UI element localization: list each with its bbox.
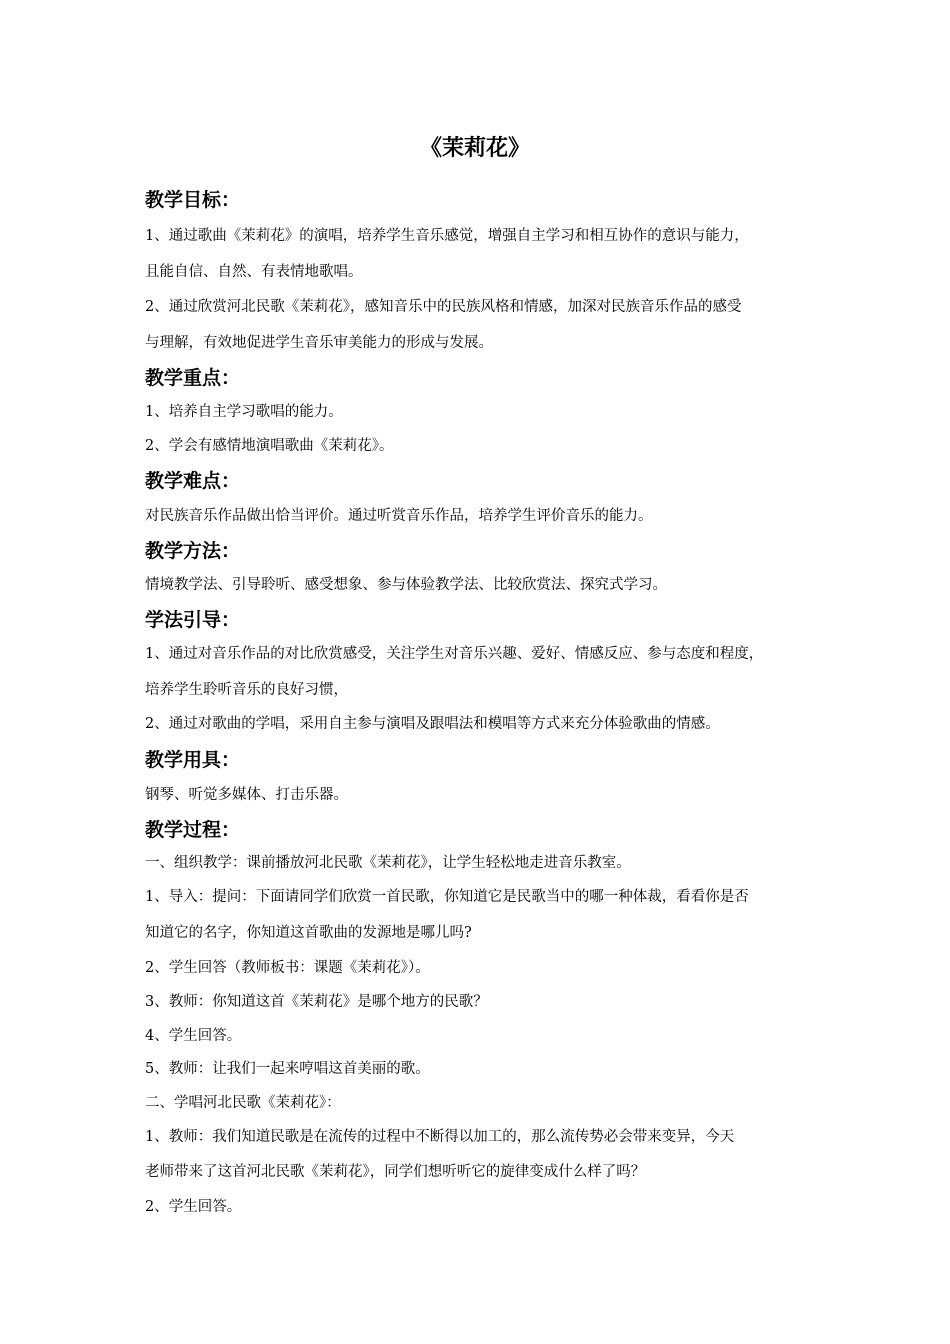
- section-heading-study-guidance: 学法引导：: [145, 609, 241, 631]
- section-heading-process: 教学过程：: [145, 819, 241, 841]
- paragraph-line: 与理解，有效地促进学生音乐审美能力的形成与发展。: [145, 335, 493, 351]
- paragraph-line: 4、学生回答。: [145, 1028, 242, 1044]
- paragraph-line: 1、导入：提问：下面请同学们欣赏一首民歌，你知道它是民歌当中的哪一种体裁，看看你是否: [145, 889, 749, 905]
- section-heading-tools: 教学用具：: [145, 749, 241, 771]
- paragraph-line: 1、教师：我们知道民歌是在流传的过程中不断得以加工的，那么流传势必会带来变异，今天: [145, 1129, 735, 1145]
- paragraph-line: 1、通过对音乐作品的对比欣赏感受，关注学生对音乐兴趣、爱好、情感反应、参与态度和程度，: [145, 646, 764, 662]
- paragraph-line: 2、通过对歌曲的学唱，采用自主参与演唱及跟唱法和模唱等方式来充分体验歌曲的情感。: [145, 716, 720, 732]
- paragraph-line: 3、教师：你知道这首《茉莉花》是哪个地方的民歌？: [145, 994, 488, 1010]
- section-heading-key-points: 教学重点：: [145, 367, 241, 389]
- paragraph-line: 钢琴、听觉多媒体、打击乐器。: [145, 787, 348, 803]
- paragraph-line: 二、学唱河北民歌《茉莉花》：: [145, 1095, 341, 1111]
- paragraph-line: 情境教学法、引导聆听、感受想象、参与体验教学法、比较欣赏法、探究式学习。: [145, 577, 667, 593]
- paragraph-line: 2、通过欣赏河北民歌《茉莉花》，感知音乐中的民族风格和情感，加深对民族音乐作品的感受: [145, 299, 742, 315]
- paragraph-line: 培养学生聆听音乐的良好习惯，: [145, 682, 348, 698]
- section-heading-difficulties: 教学难点：: [145, 470, 241, 492]
- paragraph-line: 1、通过歌曲《茉莉花》的演唱，培养学生音乐感觉，增强自主学习和相互协作的意识与能力，: [145, 228, 749, 244]
- paragraph-line: 对民族音乐作品做出恰当评价。通过听赏音乐作品，培养学生评价音乐的能力。: [145, 508, 653, 524]
- section-heading-objectives: 教学目标：: [145, 189, 241, 211]
- paragraph-line: 知道它的名字，你知道这首歌曲的发源地是哪儿吗?: [145, 925, 472, 941]
- paragraph-line: 2、学生回答（教师板书：课题《茉莉花》）。: [145, 960, 430, 976]
- section-heading-methods: 教学方法：: [145, 540, 241, 562]
- paragraph-line: 2、学会有感情地演唱歌曲《茉莉花》。: [145, 438, 394, 454]
- document-title: 《茉莉花》: [419, 136, 530, 161]
- paragraph-line: 2、学生回答。: [145, 1199, 242, 1215]
- paragraph-line: 5、教师：让我们一起来哼唱这首美丽的歌。: [145, 1061, 430, 1077]
- paragraph-line: 一、组织教学：课前播放河北民歌《茉莉花》，让学生轻松地走进音乐教室。: [145, 855, 631, 871]
- paragraph-line: 1、培养自主学习歌唱的能力。: [145, 404, 343, 420]
- paragraph-line: 老师带来了这首河北民歌《茉莉花》，同学们想听听它的旋律变成什么样了吗？: [145, 1164, 646, 1180]
- paragraph-line: 且能自信、自然、有表情地歌唱。: [145, 264, 363, 280]
